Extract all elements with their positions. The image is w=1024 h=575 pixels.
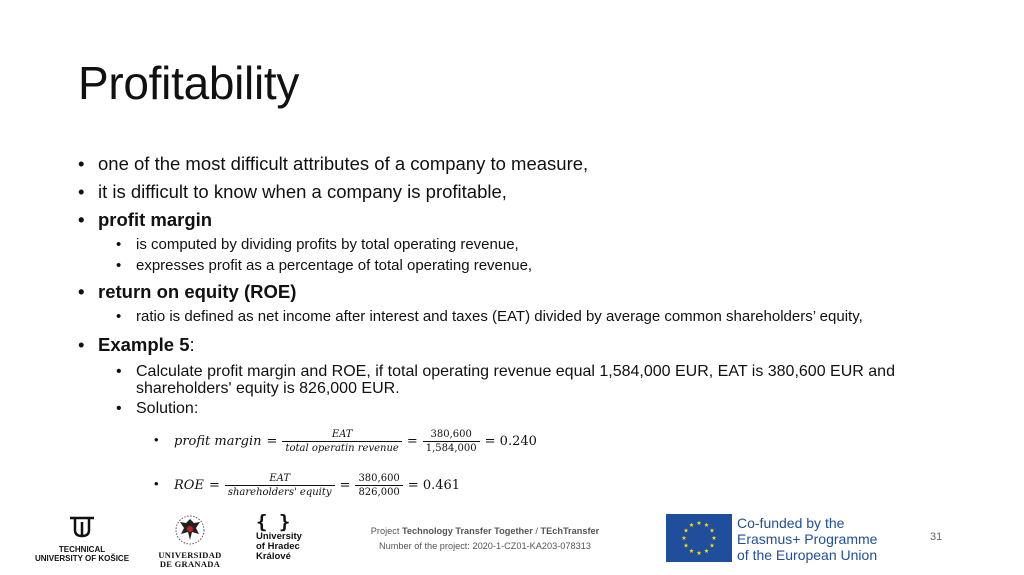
project-short-name: TEchTransfer: [540, 526, 600, 536]
equals-sign: =: [339, 477, 351, 493]
formula-result: = 0.240: [484, 433, 537, 449]
uhk-logo: [256, 512, 316, 562]
fraction-denominator: total operatin revenue: [282, 441, 401, 455]
eu-funding-text: [737, 515, 877, 563]
slide-title: Profitability: [78, 57, 300, 109]
eu-flag-icon: [666, 514, 732, 562]
uhk-text-line2: of Hradec: [256, 541, 300, 552]
project-number: Number of the project: 2020-1-CZ01-KA203-078313: [379, 541, 591, 551]
uhk-text-line1: University: [256, 531, 302, 542]
fraction-numerator: EAT: [269, 472, 291, 484]
formula-result: = 0.461: [407, 477, 461, 493]
example-label: Example 5: [98, 334, 190, 355]
uhk-text-line3: Králové: [256, 551, 291, 562]
project-separator: /: [532, 526, 541, 536]
project-name: Technology Transfer Together: [401, 526, 533, 536]
sub-bullet-item: • Solution:: [78, 400, 978, 417]
formula-profit-margin: [78, 419, 978, 463]
ugr-text-line1: UNIVERSIDAD: [158, 550, 222, 560]
equals-sign: =: [266, 433, 278, 449]
tuke-emblem-icon: [67, 516, 97, 540]
formula-lhs: • ROE: [174, 477, 204, 493]
formula-expression: [174, 428, 537, 455]
fraction: [225, 472, 335, 499]
page-number: 31: [930, 531, 943, 543]
sub-bullet-item: • is computed by dividing profits by total operating revenue,: [78, 234, 978, 255]
fraction: [282, 428, 401, 455]
bullet-item: [78, 331, 978, 359]
fraction-denominator: 826,000: [355, 485, 402, 499]
fraction-denominator: 1,584,000: [423, 441, 480, 455]
fraction-denominator: shareholders' equity: [225, 485, 335, 499]
fraction-numerator: 380,600: [358, 472, 400, 484]
tuke-logo-text: TECHNICAL UNIVERSITY OF KOŠICE: [34, 545, 130, 563]
bullet-list: [78, 150, 978, 507]
bullet-item: • return on equity (ROE): [78, 278, 978, 306]
sub-bullet-item: • expresses profit as a percentage of total operating revenue,: [78, 255, 978, 276]
fraction-numerator: 380,600: [430, 428, 472, 440]
eu-text-line2: Erasmus+ Programme: [737, 531, 878, 547]
ugr-crest-icon: [174, 514, 206, 546]
bullet-item: • profit margin: [78, 206, 978, 234]
eu-text-line1: Co-funded by the: [737, 515, 845, 531]
uhk-braces-icon: { }: [256, 511, 291, 533]
tuke-logo: [34, 516, 130, 563]
bullet-item: • it is difficult to know when a company is profitable,: [78, 178, 978, 206]
equals-sign: =: [208, 477, 220, 493]
fraction: [355, 472, 402, 499]
project-prefix: Project: [370, 526, 402, 536]
example-colon: :: [189, 334, 195, 355]
formula-lhs: • profit margin: [174, 433, 262, 449]
bullet-item: • one of the most difficult attributes of a company to measure,: [78, 150, 978, 178]
eu-text-line3: of the European Union: [737, 547, 878, 563]
sub-bullet-item: • Calculate profit margin and ROE, if total operating revenue equal 1,584,000 EUR, EAT is 380,600 EUR and shareholders' equity is 826,000 EUR.: [78, 363, 926, 397]
fraction-numerator: EAT: [331, 428, 353, 440]
equals-sign: =: [406, 433, 418, 449]
ugr-logo: [156, 514, 224, 569]
formula-roe: [78, 463, 978, 507]
sub-bullet-item: • ratio is defined as net income after interest and taxes (EAT) divided by average common shareholders’ equity,: [78, 306, 978, 327]
ugr-text-line2: DE GRANADA: [159, 559, 221, 569]
fraction: [423, 428, 480, 455]
project-title-line: [362, 524, 608, 539]
formula-expression: [174, 472, 460, 499]
project-info: [362, 524, 608, 554]
